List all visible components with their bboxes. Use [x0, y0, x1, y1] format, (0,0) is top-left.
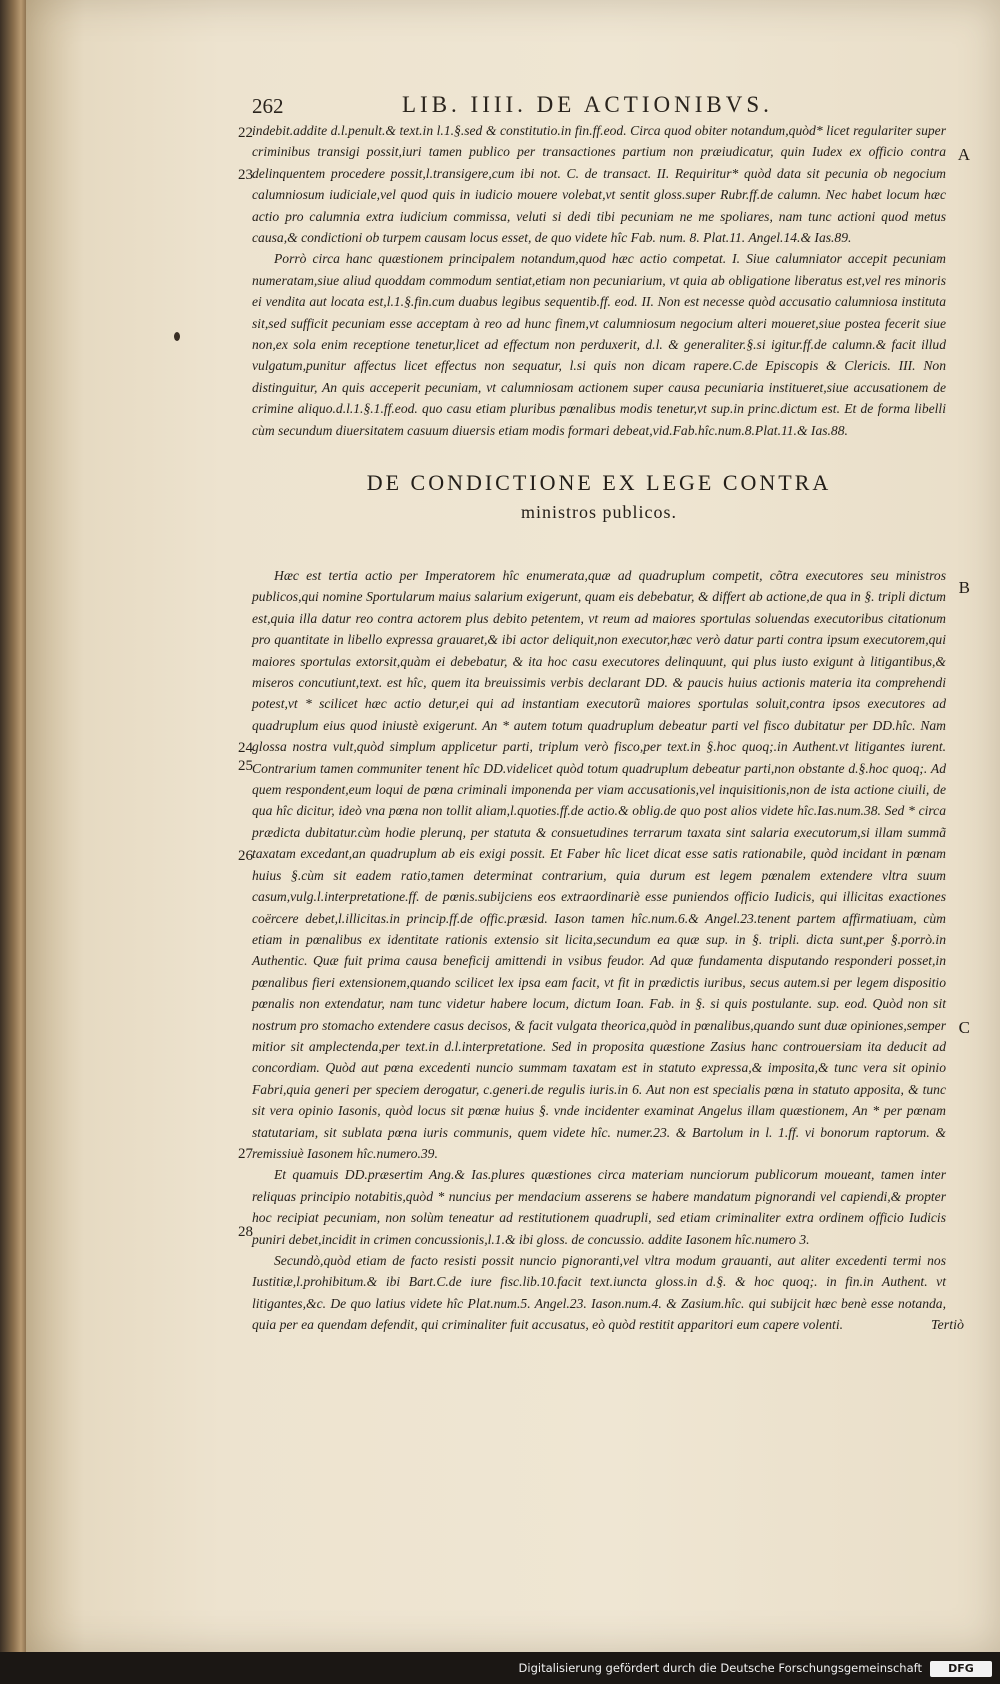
page-number: 262 [252, 94, 284, 118]
footer-bar [0, 1652, 1000, 1684]
margin-number: 27 [238, 1146, 253, 1162]
book-page [26, 0, 1000, 1652]
paragraph: Hæc est tertia actio per Imperatorem hîc enumerata,quæ ad quadruplum competit, cõtra executores seu ministros publicos,qui nomine Sportularum maius salarium exigerunt, quam eis debebatur, & differt ab actione,de qua in §. tripli dictum est,quia illa datur reo contra actorem plus debito petentem, vt reum ad maiores sportulas soluendas executoribus citationum pro quantitate in libello expressa grauaret,& ibi actor deliquit,non executor,hæc verò datur parti contra ipsum executorem,qui maiores sportulas extorsit,quàm ei debebatur, & ita hoc casu executores delinquunt, qui plus iusto exigunt à litigantibus,& miseros concutiunt,text. est hîc, quem ita breuissimis verbis declarant DD. & paucis huius actionis materia ita comprehendi potest,vt * scilicet hæc actio detur,ei qui ad instantiam executorũ maiores sportulas soluit,contra ipsos executores ad quadruplum eius quod iniustè exigerunt. An * autem totum quadruplum debeatur parti vel fisco dubitatur per DD.hîc. Nam glossa nostra vult,quòd simplum applicetur parti, triplum verò fisco,per text.in §.hoc quoq;.in Authent.vt litigantes iurent. Contrarium tamen communiter tenent hîc DD.videlicet quòd totum quadruplum debeatur parti,non obstante d.§.hoc quoq;. Ad quem respondent,eum loqui de pœna criminali imponenda per viam accusationis,vel inquisitionis,non de ista actione ciuili, de qua hîc dicitur, ideò vna pœna non tollit aliam,l.quoties.ff.de actio.& oblig.de quo post alios videte hîc.Ias.num.38. Sed * circa prædicta dubitatur.cùm hodie plerunq, per statuta & consuetudines terrarum taxata sint salaria executorum,si illam summã taxatam excedant,an quadruplum ab eis exigi possit. Et Faber hîc licet dicat esse satis rationabile, quòd incidant in pœnam huius §.cùm sit eadem ratio,tamen determinat contrarium, quia durum est legem pœnalem extendere vltra suum casum,vulg.l.interpretatione.ff. de pœnis.subijciens eos extraordinariè esse puniendos officio Iudicis, qui illicitas exactiones coërcere debet,l.illicitas.in princip.ff.de offic.præsid. Iason tamen hîc.num.6.& Angel.23.tenent partem affirmatiuam, cùm etiam in pœnalibus ex identitate rationis extensio sit licita,secundum ea quæ sup. in §. tripli. dicta sunt,per §.porrò.in Authentic. Quæ fuit prima causa beneficij amittendi in vsibus feudor. Ad quæ fundamenta disputando responderi posset,in pœnalibus fieri extensionem,quando scilicet lex ipsa eam facit, vt fit in prædictis iuribus, secus autem.si per legem dispositio pœnalis non extendatur, nam tunc videtur habere locum, dictum Ioan. Fab. in §. si quis postulante. sup. eod. Quòd non sit nostrum pro stomacho extendere casus decisos, & facit vulgata theorica,quòd in pœnalibus,quando sunt duæ opiniones,semper mitior sit amplectenda,per text.in d.l.interpretatione. Sed in proposita quæstione Zasius hanc controuersiam ita deducit ad concordiam. Quòd aut pœna excedenti nuncio summam taxatam est in statuto expressa,& imposita,& tunc vera sit opinio Fabri,quia generi per speciem derogatur, c.generi.de regulis iuris.in 6. Aut non est specialis pœna in statuto apposita, & tunc sit vera opinio Iasonis, quòd locus sit pœnæ huius §. vnde incidenter examinat Angelus illam quæstionem, An * per pœnam statutariam, sit sublata pœna iuris communis, quem videte hîc. numer.23. & Bartolum in l. 1.ff. vi bonorum raptorum. & remissiuè Iasonem hîc.numero.39. [252, 568, 946, 1161]
section-title [252, 470, 946, 523]
section-title-main: DE CONDICTIONE EX LEGE CONTRA [366, 470, 832, 495]
footer-credit: Digitalisierung gefördert durch die Deutsche Forschungsgemeinschaft [518, 1661, 922, 1675]
margin-number: 26 [238, 848, 253, 864]
margin-number: 25 [238, 758, 253, 774]
catchword: Tertiò [931, 1318, 964, 1333]
ink-mark [174, 332, 180, 341]
margin-number: 22 [238, 125, 253, 141]
section-title-sub: ministros publicos. [520, 502, 677, 522]
dfg-logo-icon: DFG [930, 1661, 992, 1677]
margin-number: 28 [238, 1224, 253, 1240]
paragraph: Et quamuis DD.præsertim Ang.& Ias.plures quæstiones circa materiam nunciorum publicorum moueant, tamen inter reliquas principio notabitis,quòd * nuncius per mendacium asserens se habere mandatum pignorandi vel capiendi,& propter hoc recipiat pecuniam, non solùm teneatur ad restitutionem quadrupli, sed etiam criminaliter extra ordinem officio Iudicis puniri debet,incidit in crimen concussionis,l.1.& ibi gloss. de concussio. addite Iasonem hîc.numero 3. [252, 1167, 946, 1247]
text-block-2 [252, 565, 946, 1336]
text-block-1 [252, 120, 946, 441]
paragraph: Secundò,quòd etiam de facto resisti possit nuncio pignoranti,vel vltra modum grauanti, aut aliter excedenti termi nos Iustitiæ,l.prohibitum.& ibi Bart.C.de iure fisc.lib.10.facit text.iuncta gloss.in d.§. & hoc quoq;. in fin.in Authent. vt litigantes,&c. De quo latius videte hîc Plat.num.5. Angel.23. Iason.num.4. & Zasium.hîc. qui subijcit hæc benè esse notanda, quia per ea quendam defendit, qui criminaliter fuit accusatus, eò quòd restitit apparitori eum capere volenti. [252, 1253, 946, 1333]
margin-number: 24 [238, 740, 253, 756]
margin-letter: B [958, 578, 970, 597]
margin-number: 23 [238, 167, 253, 183]
running-head: LIB. IIII. DE ACTIONIBVS. [402, 92, 773, 117]
page-header [252, 92, 840, 122]
margin-letter: C [958, 1018, 970, 1037]
paragraph: Porrò circa hanc quæstionem principalem notandum,quod hæc actio competat. I. Siue calumniator accepit pecuniam numeratam,siue aliud quoddam commodum sentiat,etiam non pecuniarium, vt quia ab obligatione liberatus est,vel res minoris ei vendita aut locata est,l.1.§.fin.cum duabus legibus sequentib.ff. eod. II. Non est necesse quòd accusatio calumniosa instituta sit,sed sufficit pecuniam esse acceptam à reo ad hunc finem,vt calumniosum negocium alteri moueret,siue postea fecerit siue non,ex sola enim receptione tenetur,licet ad effectum non perduxerit, d.l. & generaliter.§.si igitur.ff.de calumn.& facit illud vulgatum,punitur affectus licet effectus non sequatur, l.si quis non dicam rapere.C.de Episcopis & Clericis. III. Non distinguitur, An quis acceperit pecuniam, vt calumniosam actionem super causa pecuniaria institueret,siue accusationem de crimine aliquo.d.l.1.§.1.ff.eod. quo casu etiam pluribus pœnalibus modis tenetur,vt sup.in princ.dictum est. Et de forma libelli cùm secundum diuersitatem casuum diuersis etiam modis formari debeat,vid.Fab.hîc.num.8.Plat.11.& Ias.88. [252, 251, 946, 438]
paragraph: indebit.addite d.l.penult.& text.in l.1.§.sed & constitutio.in fin.ff.eod. Circa quod obiter notandum,quòd* licet regulariter super criminibus transigi possit,iuri tamen publico per transactiones partium non præiudicatur, quin Iudex ex officio contra delinquentem procedere possit,l.transigere,cum ibi not. C. de transact. II. Requiritur* quòd data sit pecunia ob negocium calumniosum iudiciale,vel quod quis in iudicio mouere volebat,vt sentit gloss.super Rubr.ff.de calumn. Nec habet locum hæc actio pro calumnia extra iudicium commissa, veluti si dedi tibi pecuniam ne me spoliares, nam tunc actioni quod metus causa,& condictioni ob turpem causam locus esset, de quo videte hîc Fab. num. 8. Plat.11. Angel.14.& Ias.89. [252, 123, 946, 246]
margin-letter: A [957, 145, 970, 164]
